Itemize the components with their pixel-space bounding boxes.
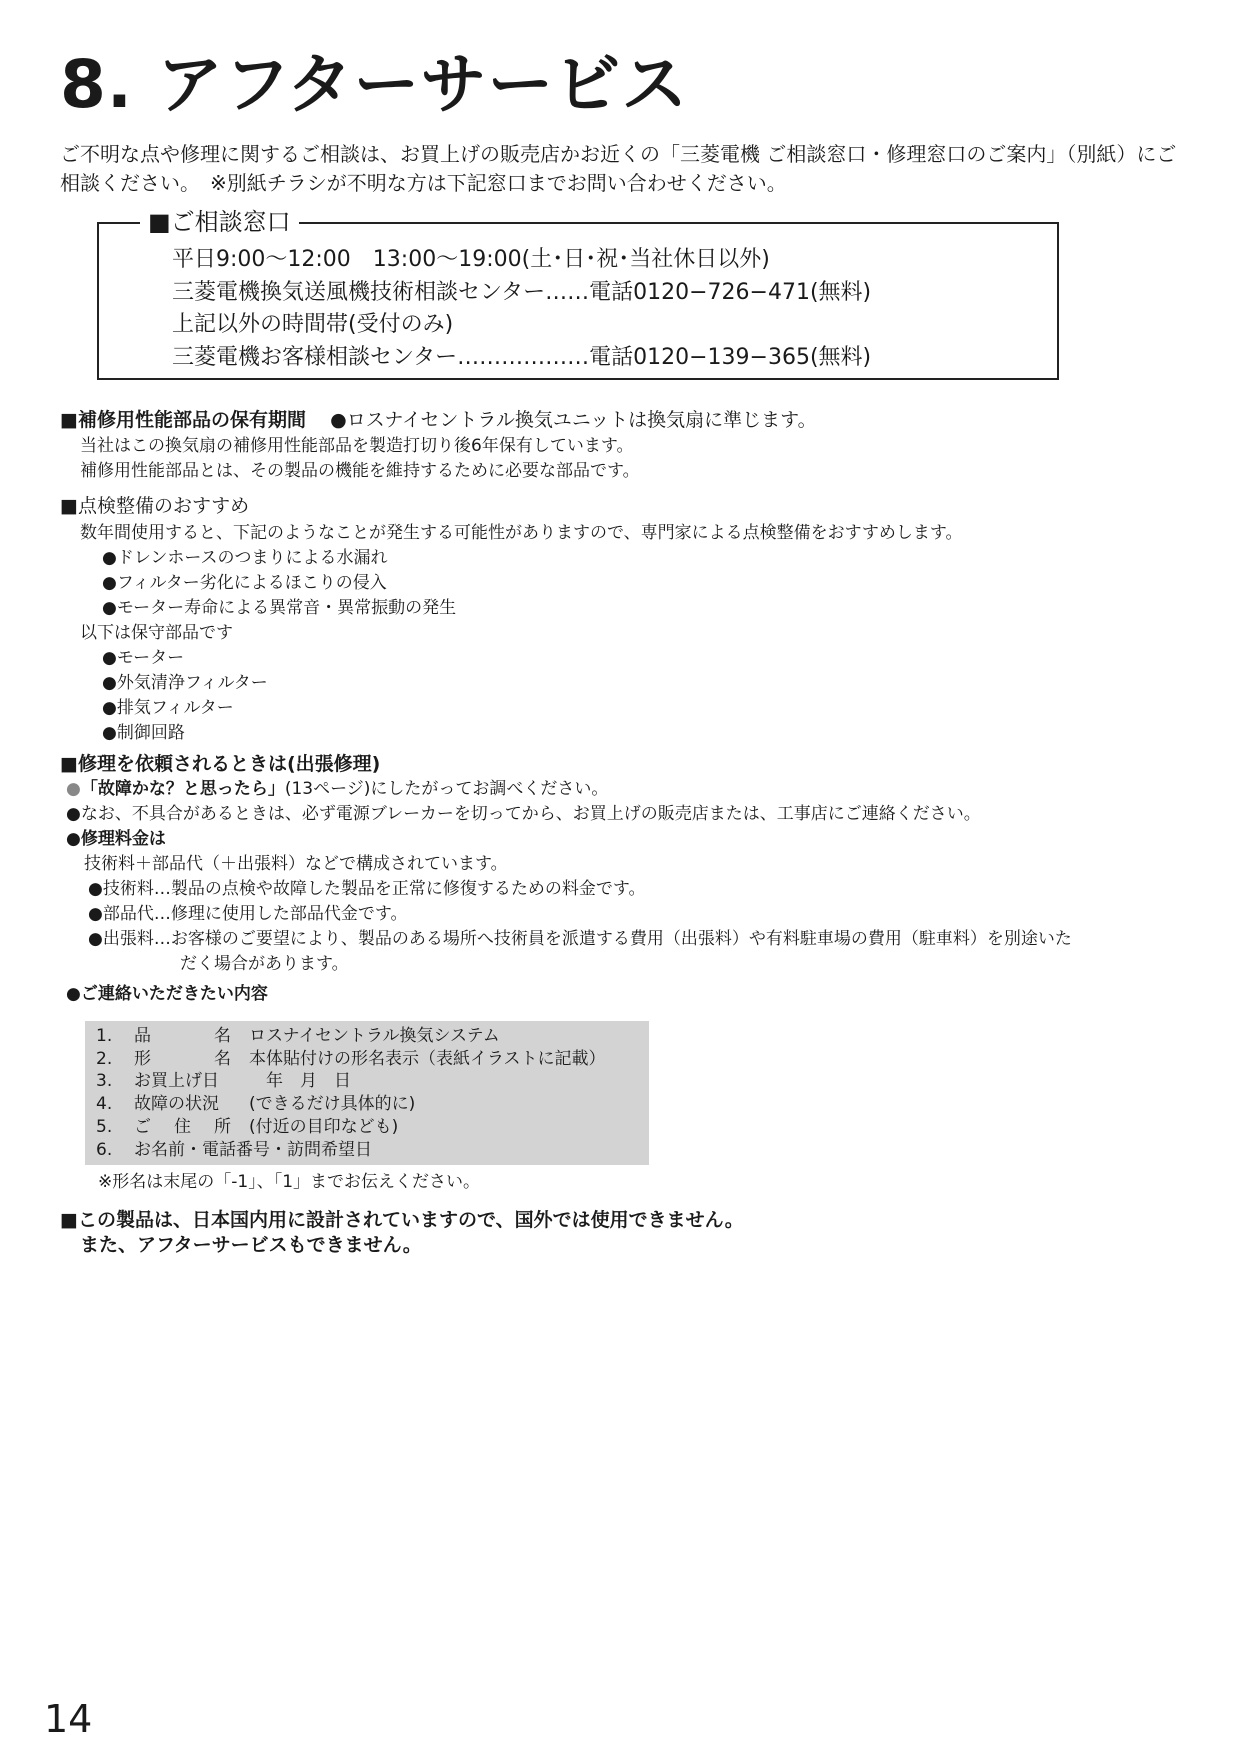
list-item: ●技術料…製品の点検や故障した製品を正常に修復するための料金です。 — [88, 879, 646, 899]
repair-line-2: ●なお、不具合があるときは、必ず電源ブレーカーを切ってから、お買上げの販売店または、工事店にご連絡ください。 — [66, 804, 981, 824]
list-item: ●出張料…お客様のご要望により、製品のある場所へ技術員を派遣する費用（出張料）や有料駐車場の費用（駐車料）を別途いた — [88, 929, 1072, 949]
label-text: お買上げ日 — [134, 1071, 219, 1092]
row-number: 1. — [96, 1026, 113, 1046]
inspection-intro: 数年間使用すると、下記のようなことが発生する可能性がありますので、専門家による点検整備をおすすめします。 — [80, 523, 963, 543]
domestic-line-2: また、アフターサービスもできません。 — [80, 1234, 422, 1256]
contact-info-row — [96, 1093, 606, 1116]
fee-intro: 技術料＋部品代（＋出張料）などで構成されています。 — [84, 854, 508, 874]
row-number: 6. — [96, 1139, 113, 1160]
label-char: 住 — [174, 1116, 191, 1137]
inspection-issues — [102, 546, 456, 621]
repair-line-1 — [66, 777, 608, 802]
troubleshoot-reference-rest: (13ページ)にしたがってお調べください。 — [284, 779, 609, 799]
row-value: (付近の目印なども) — [249, 1116, 399, 1137]
row-value: ロスナイセントラル換気システム — [249, 1026, 500, 1046]
row-label: お名前・電話番号・訪問希望日 — [134, 1139, 372, 1160]
page-number: 14 — [44, 1697, 93, 1741]
contact-tech-center: 三菱電機換気送風機技術相談センター……電話0120−726−471(無料) — [172, 279, 872, 305]
list-item: ●部品代…修理に使用した部品代金です。 — [88, 904, 408, 924]
maintenance-parts-list — [102, 646, 268, 746]
parts-line: 当社はこの換気扇の補修用性能部品を製造打切り後6年保有しています。 — [80, 436, 634, 456]
intro-text: ご不明な点や修理に関するご相談は、お買上げの販売店かお近くの「三菱電機 ご相談窓口・修理窓口のご案内」（別紙）にご相談ください。 ※別紙チラシが不明な方は下記窓口までお問い合わせください。 — [60, 142, 1177, 195]
fee-items — [88, 877, 1072, 977]
row-value: 年 月 日 — [249, 1071, 351, 1092]
label-char: 名 — [214, 1026, 231, 1046]
row-label — [134, 1116, 249, 1139]
label-char: 品 — [134, 1026, 151, 1046]
row-value: 本体貼付けの形名表示（表紙イラストに記載） — [249, 1048, 606, 1069]
contact-offhours: 上記以外の時間帯(受付のみ) — [172, 312, 454, 337]
row-value: (できるだけ具体的に) — [249, 1094, 416, 1115]
contact-info-row — [96, 1116, 606, 1139]
bullet: ● — [66, 779, 81, 799]
troubleshoot-reference: 「故障かな？と思ったら」 — [80, 779, 285, 799]
contact-lines — [172, 244, 871, 374]
contact-info-row — [96, 1048, 606, 1071]
contact-info-heading: ●ご連絡いただきたい内容 — [66, 984, 268, 1004]
page-title: 8. アフターサービス — [60, 46, 689, 123]
label-char: 形 — [134, 1048, 151, 1069]
label-text: 故障の状況 — [134, 1094, 219, 1115]
row-number: 5. — [96, 1116, 113, 1137]
row-number: 4. — [96, 1094, 113, 1115]
domestic-notice — [60, 1208, 744, 1258]
contact-info-row — [96, 1139, 606, 1162]
label-char: 所 — [214, 1116, 231, 1137]
list-item: ●外気清浄フィルター — [102, 673, 268, 693]
row-label — [134, 1070, 249, 1093]
contact-info-list — [96, 1025, 606, 1161]
repair-heading: ■修理を依頼されるときは(出張修理) — [60, 753, 381, 775]
list-item: ●フィルター劣化によるほこりの侵入 — [102, 573, 387, 593]
list-item: ●モーター寿命による異常音・異常振動の発生 — [102, 598, 457, 618]
model-note: ※形名は末尾の「-1」、「1」までお伝えください。 — [98, 1172, 481, 1192]
parts-note: ●ロスナイセントラル換気ユニットは換気扇に準じます。 — [330, 409, 817, 431]
parts-line: 補修用性能部品とは、その製品の機能を維持するために必要な部品です。 — [80, 461, 640, 481]
contact-hours: 平日9:00～12:00 13:00～19:00(土･日･祝･当社休日以外) — [172, 247, 770, 272]
list-item: ●ドレンホースのつまりによる水漏れ — [102, 548, 388, 568]
domestic-line-1: ■この製品は、日本国内用に設計されていますので、国外では使用できません。 — [60, 1209, 744, 1231]
contact-info-row — [96, 1025, 606, 1048]
list-item: ●制御回路 — [102, 723, 185, 743]
list-item: ●排気フィルター — [102, 698, 234, 718]
row-number: 3. — [96, 1071, 113, 1092]
maintenance-parts-label: 以下は保守部品です — [80, 623, 233, 643]
parts-heading: ■補修用性能部品の保有期間 — [60, 409, 306, 431]
row-number: 2. — [96, 1048, 113, 1069]
list-item-continued: だく場合があります。 — [180, 954, 349, 974]
contact-customer-center: 三菱電機お客様相談センター………………電話0120−139−365(無料) — [172, 344, 872, 370]
list-item: ●モーター — [102, 648, 185, 668]
row-label — [134, 1025, 249, 1048]
contact-heading: ■ご相談窓口 — [140, 208, 299, 236]
label-char: ご — [134, 1116, 151, 1137]
row-label — [134, 1093, 249, 1116]
inspection-heading: ■点検整備のおすすめ — [60, 495, 250, 517]
parts-lines — [80, 434, 640, 484]
fee-heading: ●修理料金は — [66, 829, 166, 849]
contact-info-row — [96, 1070, 606, 1093]
row-label — [134, 1048, 249, 1071]
label-char: 名 — [214, 1048, 231, 1069]
parts-section — [60, 408, 817, 433]
